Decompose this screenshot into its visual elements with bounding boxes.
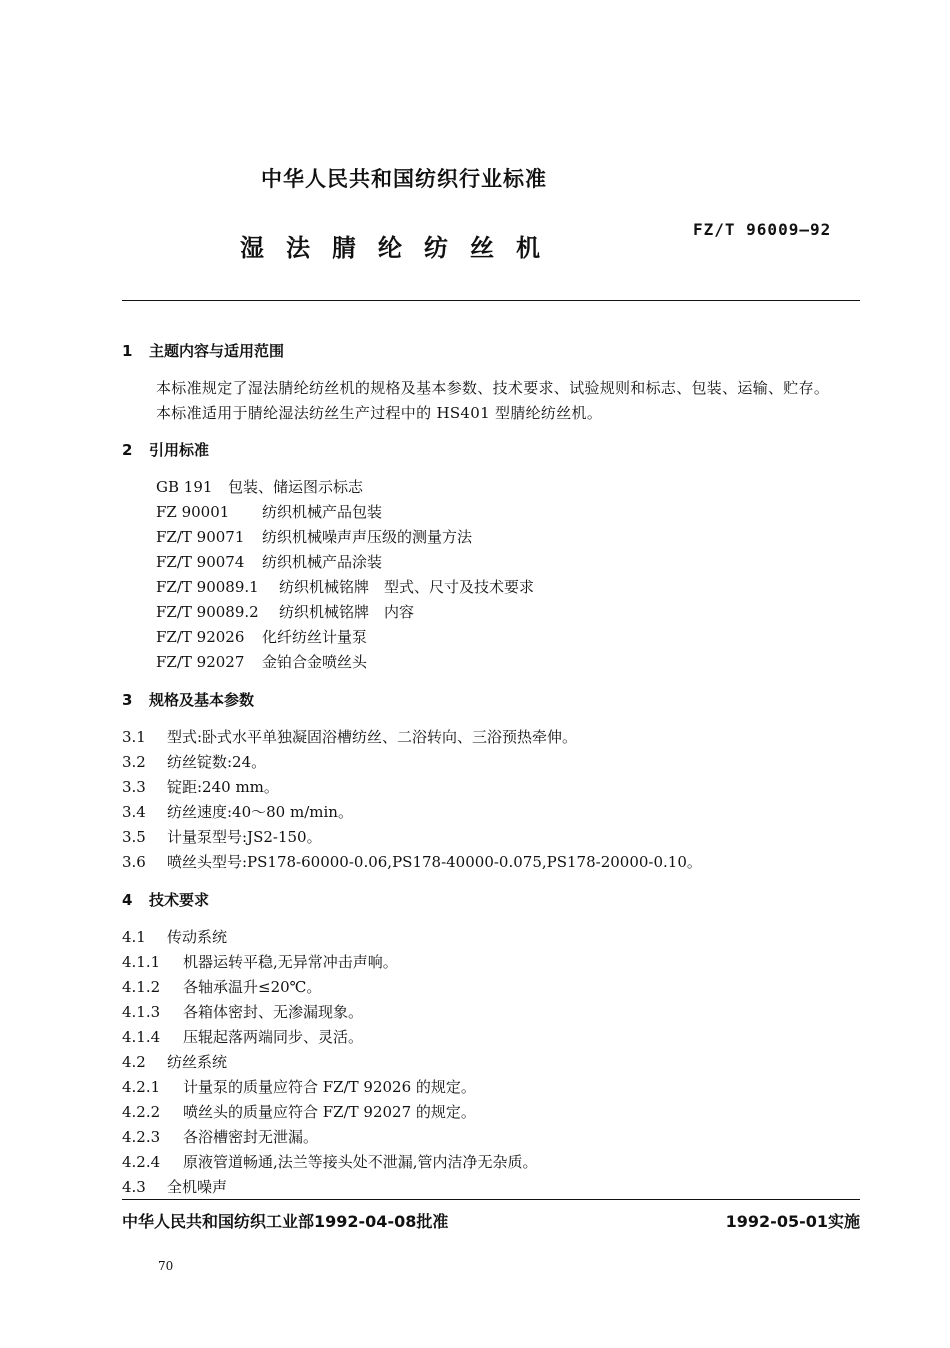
clause-item: 4.2.2 喷丝头的质量应符合 FZ/T 92027 的规定。 <box>122 1103 476 1121</box>
clause-item: 3.6 喷丝头型号:PS178-60000-0.06,PS178-40000-0.075,PS178-20000-0.10。 <box>122 853 702 871</box>
clause-item: 4.2.1 计量泵的质量应符合 FZ/T 92026 的规定。 <box>122 1078 476 1096</box>
clause-item: 3.2 纺丝锭数:24。 <box>122 753 267 771</box>
reference-item: FZ/T 90089.2 纺织机械铭牌 内容 <box>156 603 415 621</box>
reference-item: FZ/T 92027 金铂合金喷丝头 <box>156 653 368 671</box>
clause-item: 4.2 纺丝系统 <box>122 1053 228 1071</box>
page-number: 70 <box>158 1259 174 1273</box>
clause-item: 4.2.4 原液管道畅通,法兰等接头处不泄漏,管内洁净无杂质。 <box>122 1153 538 1171</box>
document-title: 湿法腈纶纺丝机 <box>240 234 562 262</box>
clause-item: 3.3 锭距:240 mm。 <box>122 778 279 796</box>
clause-item: 3.1 型式:卧式水平单独凝固浴槽纺丝、二浴转向、三浴预热牵伸。 <box>122 728 578 746</box>
clause-item: 4.2.3 各浴槽密封无泄漏。 <box>122 1128 319 1146</box>
clause-item: 4.1.1 机器运转平稳,无异常冲击声响。 <box>122 953 398 971</box>
clause-item: 4.1.4 压辊起落两端同步、灵活。 <box>122 1028 364 1046</box>
header-divider <box>122 300 860 301</box>
reference-item: FZ/T 90071 纺织机械噪声声压级的测量方法 <box>156 528 473 546</box>
section-1-paragraph: 本标准规定了湿法腈纶纺丝机的规格及基本参数、技术要求、试验规则和标志、包装、运输、贮存。 <box>156 379 830 397</box>
reference-item: FZ 90001 纺织机械产品包装 <box>156 503 383 521</box>
reference-item: GB 191 包装、储运图示标志 <box>156 478 364 496</box>
section-1-heading: 1 主题内容与适用范围 <box>122 342 285 360</box>
clause-item: 3.4 纺丝速度:40～80 m/min。 <box>122 803 353 821</box>
section-2-heading: 2 引用标准 <box>122 441 210 459</box>
footer-divider <box>122 1199 860 1200</box>
section-3-heading: 3 规格及基本参数 <box>122 691 255 709</box>
clause-item: 3.5 计量泵型号:JS2-150。 <box>122 828 322 846</box>
reference-item: FZ/T 90074 纺织机械产品涂装 <box>156 553 383 571</box>
clause-item: 4.1.3 各箱体密封、无渗漏现象。 <box>122 1003 364 1021</box>
clause-item: 4.1 传动系统 <box>122 928 228 946</box>
clause-item: 4.1.2 各轴承温升≤20℃。 <box>122 978 322 996</box>
clause-item: 4.3 全机噪声 <box>122 1178 228 1196</box>
reference-item: FZ/T 90089.1 纺织机械铭牌 型式、尺寸及技术要求 <box>156 578 535 596</box>
section-4-heading: 4 技术要求 <box>122 891 210 909</box>
section-1-paragraph: 本标准适用于腈纶湿法纺丝生产过程中的 HS401 型腈纶纺丝机。 <box>156 404 603 422</box>
reference-item: FZ/T 92026 化纤纺丝计量泵 <box>156 628 368 646</box>
issuing-body-heading: 中华人民共和国纺织行业标准 <box>261 167 547 191</box>
effective-date: 1992-05-01实施 <box>725 1212 860 1231</box>
standard-code: FZ/T 96009—92 <box>693 220 832 239</box>
approval-line: 中华人民共和国纺织工业部1992-04-08批准 <box>122 1212 449 1231</box>
